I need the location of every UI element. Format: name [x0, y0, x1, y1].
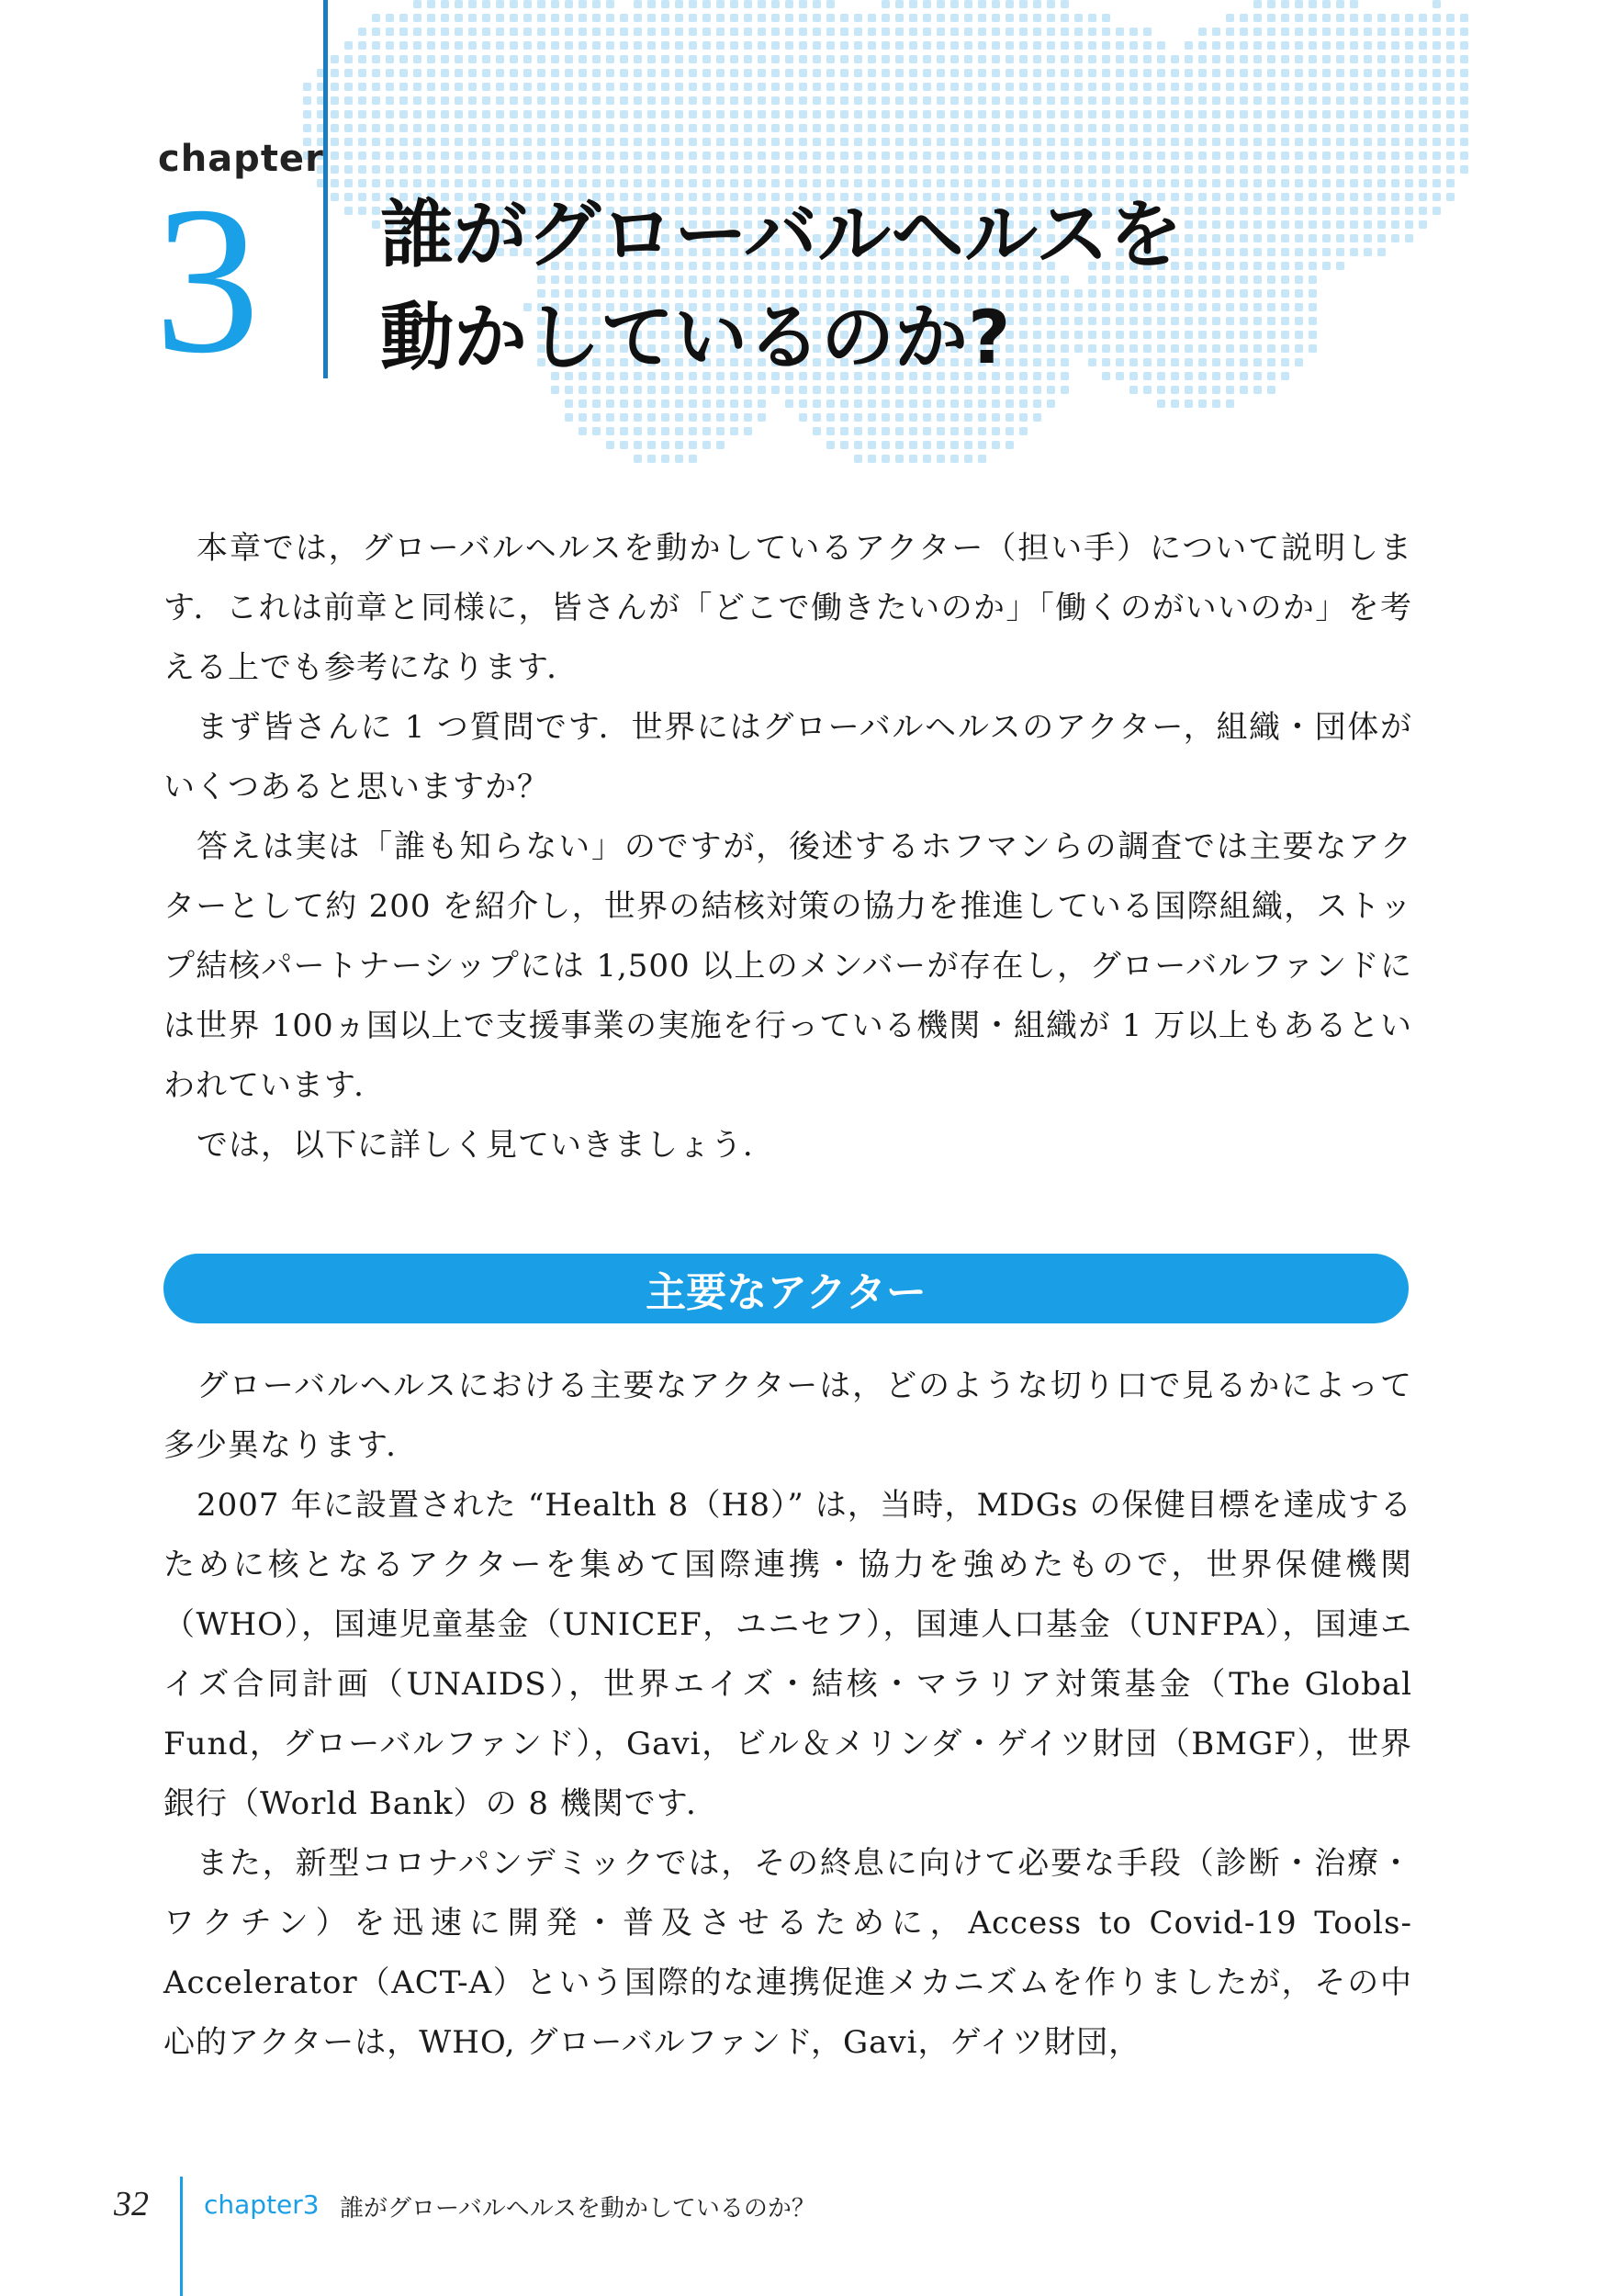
section-heading-bar — [163, 1254, 1409, 1323]
chapter-title-line2: 動かしているのか? — [380, 295, 1011, 380]
chapter-label: chapter — [158, 138, 324, 180]
chapter-title — [380, 184, 1436, 389]
intro-body — [163, 519, 1412, 1176]
section-paragraph: 2007 年に設置された “Health 8（H8）” は，当時，MDGs の保健目標を達成するために核となるアクターを集めて国際連携・協力を強めたもので，世界保健機関（WHO），国連児童基金（UNICEF，ユニセフ），国連人口基金（UNFPA），国連エイズ合同計画（UNAIDS），世界エイズ・結核・マラリア対策基金（The Global Fund，グローバルファンド），Gavi，ビル＆メリンダ・ゲイツ財団（BMGF），世界銀行（World Bank）の 8 機関です． — [163, 1487, 1412, 1822]
footer-rule — [180, 2177, 183, 2296]
section-heading-text: 主要なアクター — [646, 1269, 927, 1316]
running-chapter-label: chapter3 — [204, 2189, 320, 2220]
intro-paragraph: 本章では，グローバルヘルスを動かしているアクター（担い手）について説明します．これは前章と同様に，皆さんが「どこで働きたいのか」「働くのがいいのか」を考える上でも参考になります． — [163, 530, 1412, 686]
intro-paragraph: まず皆さんに 1 つ質問です．世界にはグローバルヘルスのアクター，組織・団体がいくつあると思いますか？ — [163, 709, 1412, 805]
chapter-title-line1: 誰がグローバルヘルスを — [380, 192, 1183, 277]
section-paragraph: また，新型コロナパンデミックでは，その終息に向けて必要な手段（診断・治療・ワクチン）を迅速に開発・普及させるために，Access to Covid-19 Tools-Accelerator（ACT-A）という国際的な連携促進メカニズムを作りましたが，その中心的アクターは，WHO, グローバルファンド，Gavi，ゲイツ財団， — [163, 1845, 1412, 2061]
intro-paragraph: では，以下に詳しく見ていきましょう． — [197, 1127, 775, 1164]
section-paragraph: グローバルヘルスにおける主要なアクターは，どのような切り口で見るかによって多少異なります． — [163, 1367, 1412, 1464]
running-title: 誰がグローバルヘルスを動かしているのか？ — [340, 2195, 815, 2223]
header-vertical-rule — [323, 0, 328, 378]
section-body — [163, 1356, 1412, 2073]
page-number: 32 — [114, 2185, 149, 2223]
chapter-number: 3 — [154, 163, 260, 397]
intro-paragraph: 答えは実は「誰も知らない」のですが，後述するホフマンらの調査では主要なアクターとして約 200 を紹介し，世界の結核対策の協力を推進している国際組織，ストップ結核パートナーシップには 1,500 以上のメンバーが存在し，グローバルファンドには世界 100ヵ国以上で支援事業の実施を行っている機関・組織が 1 万以上もあるといわれています． — [163, 828, 1412, 1104]
